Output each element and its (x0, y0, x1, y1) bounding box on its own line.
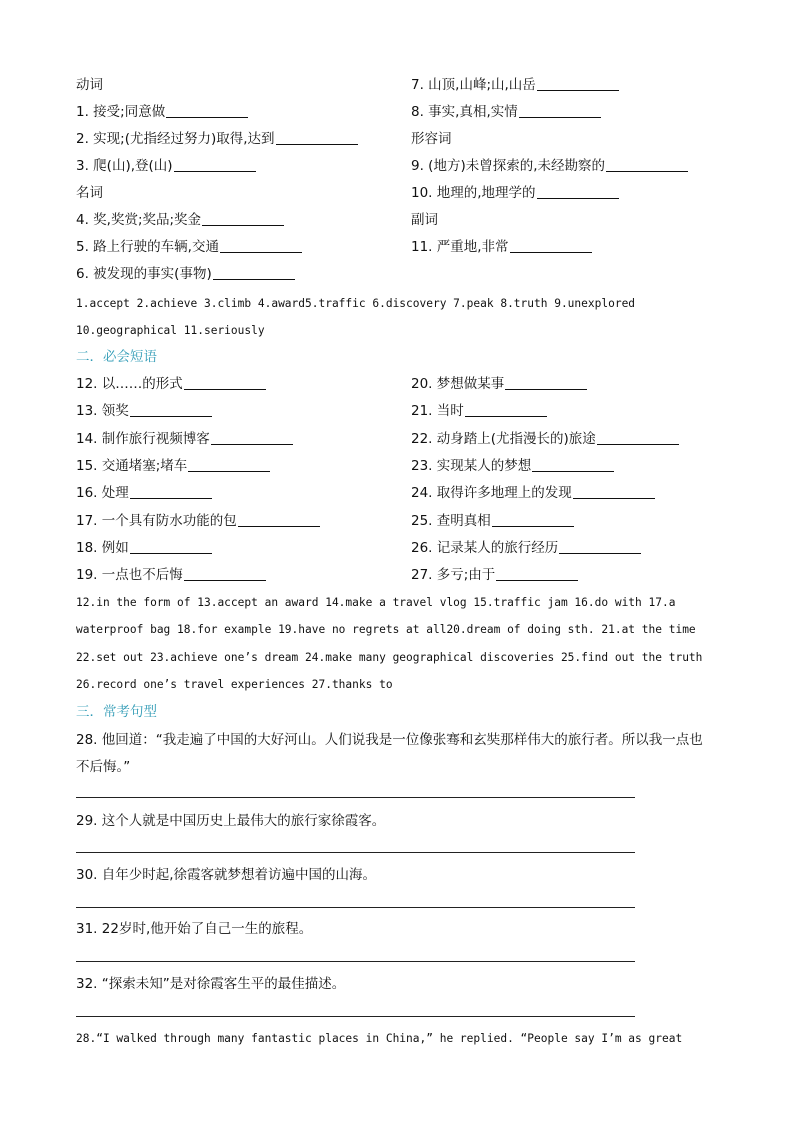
vocab-answers-line-1: 1.accept 2.achieve 3.climb 4.award5.traffic 6.discovery 7.peak 8.truth 9.unexplored (76, 297, 636, 310)
phrase-item-18 (76, 539, 212, 557)
answer-blank (130, 403, 212, 417)
answer-blank (505, 376, 587, 390)
phrase-answers-line-1: 12.in the form of 13.accept an award 14.make a travel vlog 15.traffic jam 16.do with 17.a (76, 596, 676, 609)
vocab-item-6 (76, 265, 295, 283)
phrase-item-19 (76, 566, 266, 584)
answer-blank (465, 403, 547, 417)
sentence-29: 29. 这个人就是中国历史上最伟大的旅行家徐霞客。 (76, 813, 386, 829)
vocab-item-7 (411, 76, 619, 94)
vocab-item-1 (76, 103, 248, 121)
answer-blank (510, 239, 592, 253)
vocab-item-label: 11. 严重地,非常 (411, 239, 509, 255)
phrase-item-27 (411, 566, 578, 584)
answer-blank (276, 131, 358, 145)
answer-blank (532, 458, 614, 472)
answer-blank (130, 540, 212, 554)
noun-heading: 名词 (76, 185, 103, 201)
answer-blank (188, 458, 270, 472)
adj-heading: 形容词 (411, 131, 452, 147)
sentence-31: 31. 22岁时,他开始了自己一生的旅程。 (76, 921, 313, 937)
answer-line (76, 907, 635, 908)
sentences-heading: 三．常考句型 (76, 704, 157, 720)
answer-blank (213, 266, 295, 280)
sentence-30: 30. 自年少时起,徐霞客就梦想着访遍中国的山海。 (76, 867, 377, 883)
phrase-item-15 (76, 457, 270, 475)
answer-blank (130, 485, 212, 499)
phrase-label: 17. 一个具有防水功能的包 (76, 513, 237, 529)
vocab-item-label: 4. 奖,奖赏;奖品;奖金 (76, 212, 202, 228)
answer-line (76, 797, 635, 798)
phrase-item-24 (411, 484, 655, 502)
vocab-item-8 (411, 103, 601, 121)
phrase-label: 26. 记录某人的旅行经历 (411, 540, 559, 556)
answer-line (76, 961, 635, 962)
answer-blank (573, 485, 655, 499)
answer-blank (496, 567, 578, 581)
phrase-label: 13. 领奖 (76, 403, 129, 419)
vocab-item-label: 8. 事实,真相,实情 (411, 104, 518, 120)
answer-line (76, 852, 635, 853)
vocab-item-10 (411, 184, 619, 202)
phrase-item-12 (76, 375, 266, 393)
vocab-item-label: 10. 地理的,地理学的 (411, 185, 536, 201)
phrase-item-21 (411, 402, 547, 420)
phrase-label: 25. 查明真相 (411, 513, 491, 529)
answer-line (76, 1016, 635, 1017)
answer-blank (174, 158, 256, 172)
answer-blank (202, 212, 284, 226)
sentence-28-line-1: 28. 他回道：“我走遍了中国的大好河山。人们说我是一位像张骞和玄奘那样伟大的旅行者。所以我一点也 (76, 732, 703, 748)
phrase-item-17 (76, 512, 320, 530)
vocab-item-11 (411, 238, 592, 256)
phrase-label: 18. 例如 (76, 540, 129, 556)
vocab-answers-line-2: 10.geographical 11.seriously (76, 324, 265, 337)
phrase-item-26 (411, 539, 641, 557)
answer-blank (184, 567, 266, 581)
answer-blank (537, 185, 619, 199)
phrase-label: 21. 当时 (411, 403, 464, 419)
phrase-item-13 (76, 402, 212, 420)
phrase-label: 20. 梦想做某事 (411, 376, 505, 392)
phrase-label: 27. 多亏;由于 (411, 567, 496, 583)
sentence-32: 32. “探索未知”是对徐霞客生平的最佳描述。 (76, 976, 346, 992)
answer-blank (492, 513, 574, 527)
vocab-item-label: 9. (地方)未曾探索的,未经勘察的 (411, 158, 605, 174)
verb-heading: 动词 (76, 77, 103, 93)
phrase-label: 15. 交通堵塞;堵车 (76, 458, 188, 474)
phrases-heading: 二．必会短语 (76, 349, 157, 365)
answer-blank (220, 239, 302, 253)
phrase-item-23 (411, 457, 614, 475)
vocab-item-5 (76, 238, 302, 256)
phrase-label: 16. 处理 (76, 485, 129, 501)
vocab-item-4 (76, 211, 284, 229)
answer-blank (184, 376, 266, 390)
adv-heading: 副词 (411, 212, 438, 228)
phrase-label: 14. 制作旅行视频博客 (76, 431, 210, 447)
phrase-item-16 (76, 484, 212, 502)
answer-blank (537, 77, 619, 91)
vocab-item-label: 7. 山顶,山峰;山,山岳 (411, 77, 536, 93)
answer-blank (238, 513, 320, 527)
vocab-item-label: 3. 爬(山),登(山) (76, 158, 173, 174)
vocab-item-9 (411, 157, 688, 175)
phrase-item-20 (411, 375, 587, 393)
phrase-label: 23. 实现某人的梦想 (411, 458, 532, 474)
phrase-label: 12. 以……的形式 (76, 376, 183, 392)
phrase-item-22 (411, 430, 679, 448)
phrase-answers-line-3: 22.set out 23.achieve one’s dream 24.make many geographical discoveries 25.find out the truth (76, 651, 703, 664)
answer-blank (606, 158, 688, 172)
answer-blank (597, 431, 679, 445)
phrase-answers-line-4: 26.record one’s travel experiences 27.thanks to (76, 678, 393, 691)
sentence-28-line-2: 不后悔。” (76, 759, 131, 775)
sentence-answer-28: 28.“I walked through many fantastic places in China,” he replied. “People say I’m as great (76, 1032, 683, 1045)
vocab-item-label: 5. 路上行驶的车辆,交通 (76, 239, 219, 255)
answer-blank (559, 540, 641, 554)
answer-blank (519, 104, 601, 118)
answer-blank (166, 104, 248, 118)
phrase-item-25 (411, 512, 574, 530)
phrase-item-14 (76, 430, 293, 448)
answer-blank (211, 431, 293, 445)
phrase-label: 19. 一点也不后悔 (76, 567, 183, 583)
vocab-item-label: 6. 被发现的事实(事物) (76, 266, 212, 282)
vocab-item-label: 1. 接受;同意做 (76, 104, 166, 120)
phrase-label: 24. 取得许多地理上的发现 (411, 485, 572, 501)
phrase-label: 22. 动身踏上(尤指漫长的)旅途 (411, 431, 596, 447)
vocab-item-2 (76, 130, 358, 148)
phrase-answers-line-2: waterproof bag 18.for example 19.have no regrets at all20.dream of doing sth. 21.at the time (76, 623, 696, 636)
vocab-item-3 (76, 157, 256, 175)
vocab-item-label: 2. 实现;(尤指经过努力)取得,达到 (76, 131, 275, 147)
